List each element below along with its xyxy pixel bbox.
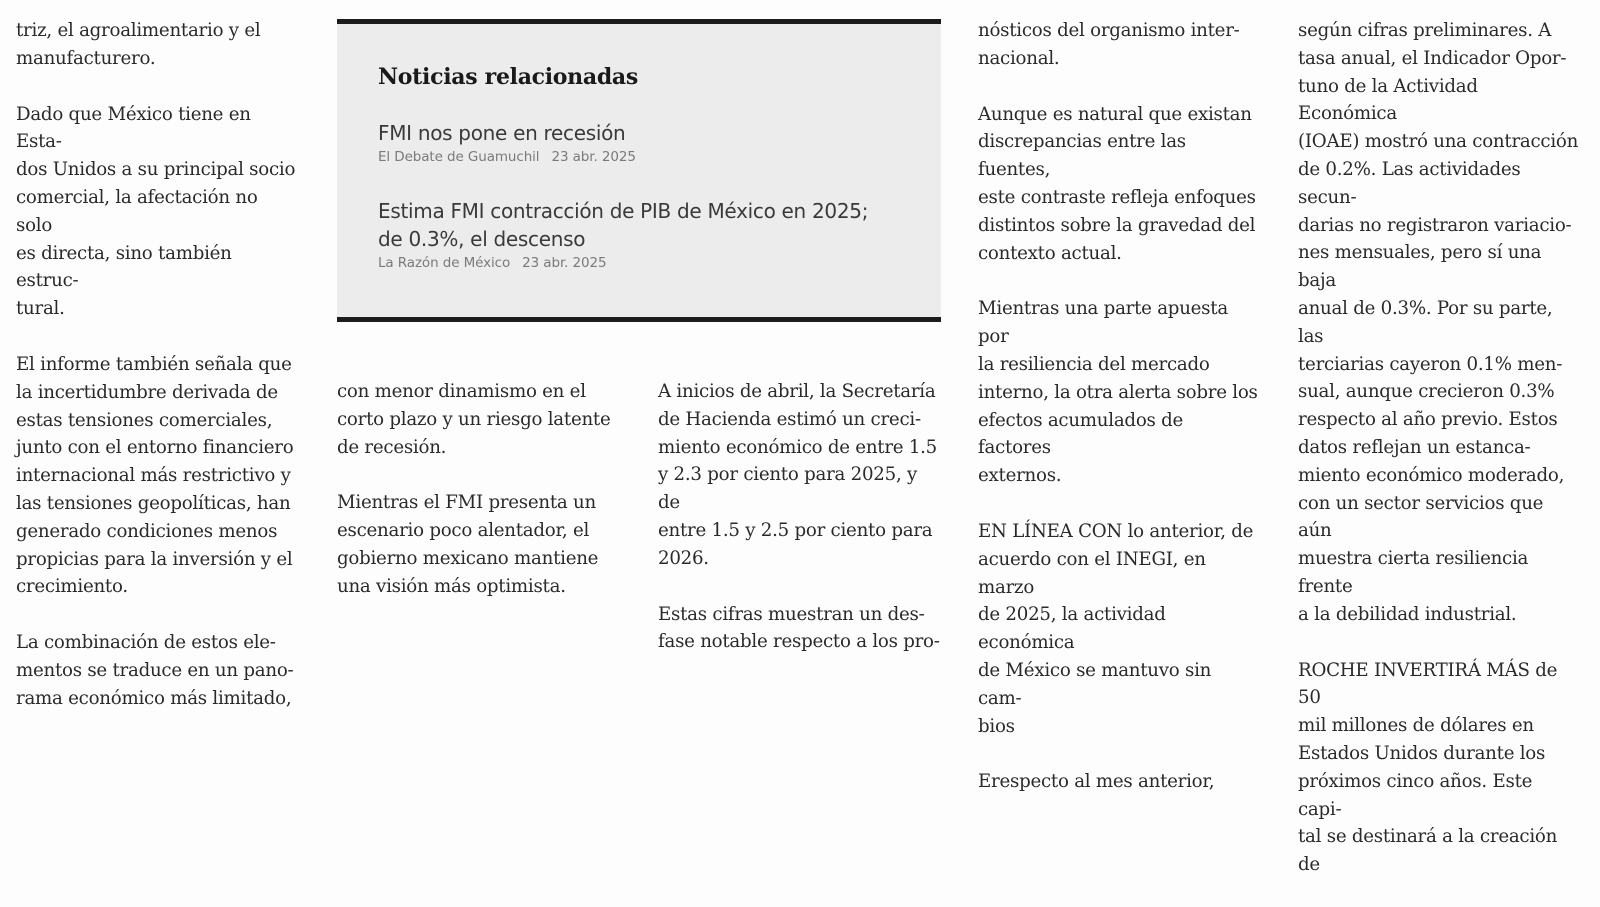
article-column-3	[658, 378, 940, 684]
paragraph: ROCHE INVERTIRÁ MÁS de 50 mil millones de dólares en Estados Unidos durante los próximos cinco años. Este capi- tal se destinará a la creación de	[1298, 659, 1558, 876]
related-news-meta	[378, 255, 898, 271]
paragraph: nósticos del organismo inter- nacional.	[978, 20, 1240, 69]
news-source: La Razón de México	[378, 255, 511, 271]
related-news-meta	[378, 149, 898, 165]
article-column-2	[337, 378, 619, 629]
related-news-item	[378, 119, 898, 165]
paragraph: Mientras una parte apuesta por la resiliencia del mercado interno, la otra alerta sobre los efectos acumulados de factores externos.	[978, 298, 1258, 487]
paragraph: Dado que México tiene en Esta- dos Unidos a su principal socio comercial, la afectación no solo es directa, sino también estruc- tural.	[16, 103, 296, 320]
paragraph: EN LÍNEA CON lo anterior, de acuerdo con el INEGI, en marzo de 2025, la actividad económica de México se mantuvo sin cam- bios	[978, 520, 1254, 737]
paragraph: triz, el agroalimentario y el manufacturero.	[16, 20, 261, 69]
article-column-4	[978, 17, 1260, 824]
paragraph: Aunque es natural que existan discrepancias entre las fuentes, este contraste refleja enfoques distintos sobre la gravedad del contexto actual.	[978, 103, 1256, 264]
paragraph: A inicios de abril, la Secretaría de Hacienda estimó un creci- miento económico de entre 1.5 y 2.3 por ciento para 2025, y de entre 1.5 y 2.5 por ciento para 2026.	[658, 381, 938, 569]
paragraph: Estas cifras muestran un des- fase notable respecto a los pro-	[658, 603, 940, 653]
paragraph: El informe también señala que la incertidumbre derivada de estas tensiones comerciales, junto con el entorno financiero internacional más restrictivo y las tensiones geopolíticas, han generado condiciones menos propicias para la inversión y el crecimiento.	[16, 353, 294, 598]
related-news-link[interactable]: FMI nos pone en recesión	[378, 121, 626, 145]
news-source: El Debate de Guamuchil	[378, 149, 540, 165]
related-news-link[interactable]: Estima FMI contracción de PIB de México en 2025; de 0.3%, el descenso	[378, 199, 869, 251]
related-news-item	[378, 197, 898, 271]
related-news-heading: Noticias relacionadas	[378, 64, 638, 90]
paragraph: La combinación de estos ele- mentos se traduce en un pano- rama económico más limitado,	[16, 632, 294, 709]
news-date: 23 abr. 2025	[551, 149, 636, 165]
paragraph: con menor dinamismo en el corto plazo y un riesgo latente de recesión.	[337, 381, 611, 458]
paragraph: según cifras preliminares. A tasa anual, el Indicador Opor- tuno de la Actividad Económica (IOAE) mostró una contracción de 0.2%. Las actividades secun- darias no registraron variacio- nes mensuales, pero sí una baja anual de 0.3%. Por su parte, las terciarias cayeron 0.1% men- sual, aunque crecieron 0.3% respecto al año previo. Estos datos reflejan un estanca- miento económico moderado, con un sector servicios que aún muestra cierta resiliencia frente a la debilidad industrial.	[1298, 20, 1579, 625]
article-column-1	[16, 17, 298, 741]
article-column-5	[1298, 17, 1580, 907]
news-date: 23 abr. 2025	[522, 255, 607, 271]
paragraph: Erespecto al mes anterior,	[978, 771, 1215, 793]
related-news-box	[337, 19, 941, 322]
paragraph: Mientras el FMI presenta un escenario poco alentador, el gobierno mexicano mantiene una visión más optimista.	[337, 492, 599, 597]
